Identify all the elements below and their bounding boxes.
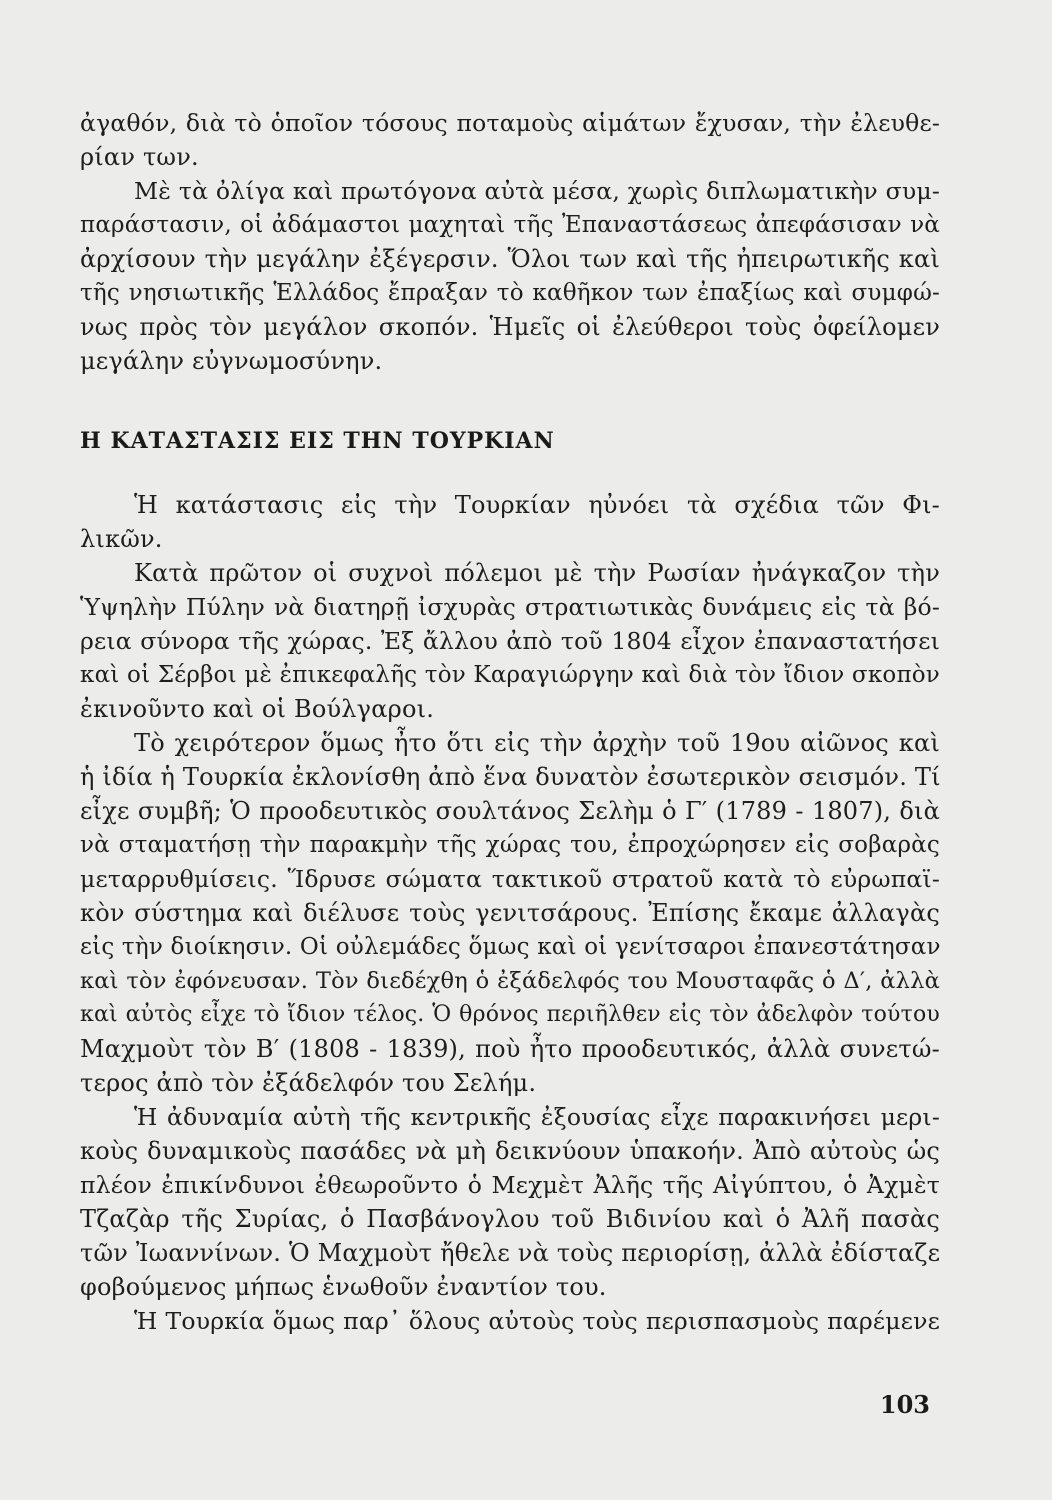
text-line: Τζαζὰρ τῆς Συρίας, ὁ Πασβάνογλου τοῦ Βιδινίου καὶ ὁ Ἀλῆ πασὰς bbox=[80, 1205, 940, 1233]
text-line: πλέον ἐπικίνδυνοι ἐθεωροῦντο ὁ Μεχμὲτ Ἀλῆς τῆς Αἰγύπτου, ὁ Ἀχμὲτ bbox=[80, 1171, 940, 1199]
text-line: Τὸ χειρότερον ὅμως ἦτο ὅτι εἰς τὴν ἀρχὴν τοῦ 19ου αἰῶνος καὶ bbox=[134, 729, 940, 757]
text-line: εἶχε συμβῆ; Ὁ προοδευτικὸς σουλτάνος Σελὴμ ὁ Γ′ (1789 - 1807), διὰ bbox=[80, 797, 940, 825]
text-line: Ὑψηλὴν Πύλην νὰ διατηρῇ ἰσχυρὰς στρατιωτικὰς δυνάμεις εἰς τὰ βό- bbox=[80, 593, 940, 621]
text-line: ἀγαθόν, διὰ τὸ ὁποῖον τόσους ποταμοὺς αἱμάτων ἔχυσαν, τὴν ἐλευθε- bbox=[80, 109, 940, 137]
text-line: κὸν σύστημα καὶ διέλυσε τοὺς γενιτσάρους. Ἐπίσης ἔκαμε ἀλλαγὰς bbox=[80, 899, 940, 927]
text-line: ἀρχίσουν τὴν μεγάλην ἐξέγερσιν. Ὅλοι των καὶ τῆς ἠπειρωτικῆς καὶ bbox=[80, 245, 940, 273]
section-heading: Η ΚΑΤΑΣΤΑΣΙΣ ΕΙΣ ΤΗΝ ΤΟΥΡΚΙΑΝ bbox=[80, 428, 555, 454]
text-line: Μὲ τὰ ὀλίγα καὶ πρωτόγονα αὐτὰ μέσα, χωρὶς διπλωματικὴν συμ- bbox=[134, 177, 940, 205]
text-line: τῶν Ἰωαννίνων. Ὁ Μαχμοὺτ ἤθελε νὰ τοὺς περιορίσῃ, ἀλλὰ ἐδίσταζε bbox=[80, 1239, 941, 1267]
text-line: μεταρρυθμίσεις. Ἵδρυσε σώματα τακτικοῦ στρατοῦ κατὰ τὸ εὐρωπαϊ- bbox=[80, 865, 940, 893]
intro-text bbox=[80, 106, 940, 378]
text-line: ρίαν των. bbox=[80, 143, 199, 171]
text-line: Ἡ κατάστασις εἰς τὴν Τουρκίαν ηὐνόει τὰ σχέδια τῶν Φι- bbox=[134, 491, 940, 519]
text-line: ἡ ἰδία ἡ Τουρκία ἐκλονίσθη ἀπὸ ἕνα δυνατὸν ἐσωτερικὸν σεισμόν. Τί bbox=[80, 763, 941, 791]
text-line: τερος ἀπὸ τὸν ἐξάδελφόν του Σελήμ. bbox=[80, 1069, 537, 1097]
text-line: τῆς νησιωτικῆς Ἑλλάδος ἔπραξαν τὸ καθῆκον των ἐπαξίως καὶ συμφώ- bbox=[80, 280, 940, 306]
text-line: μεγάλην εὐγνωμοσύνην. bbox=[80, 347, 383, 375]
text-line: παράστασιν, οἱ ἀδάμαστοι μαχηταὶ τῆς Ἐπαναστάσεως ἀπεφάσισαν νὰ bbox=[80, 212, 940, 238]
text-line: καὶ αὐτὸς εἶχε τὸ ἴδιον τέλος. Ὁ θρόνος περιῆλθεν εἰς τὸν ἀδελφὸν τούτου bbox=[80, 1002, 940, 1027]
text-line: λικῶν. bbox=[80, 525, 163, 553]
text-line: ρεια σύνορα τῆς χώρας. Ἐξ ἄλλου ἀπὸ τοῦ 1804 εἶχον ἐπαναστατήσει bbox=[80, 627, 940, 655]
text-line: φοβούμενος μήπως ἑνωθοῦν ἐναντίον του. bbox=[80, 1273, 607, 1301]
body-text bbox=[80, 488, 940, 1338]
text-line: Μαχμοὺτ τὸν Β′ (1808 - 1839), ποὺ ἦτο προοδευτικός, ἀλλὰ συνετώ- bbox=[80, 1035, 940, 1063]
text-line: καὶ οἱ Σέρβοι μὲ ἐπικεφαλῆς τὸν Καραγιώργην καὶ διὰ τὸν ἴδιον σκοπὸν bbox=[80, 662, 940, 688]
text-line: νως πρὸς τὸν μεγάλον σκοπόν. Ἡμεῖς οἱ ἐλεύθεροι τοὺς ὀφείλομεν bbox=[80, 313, 940, 341]
text-line: κοὺς δυναμικοὺς πασάδες νὰ μὴ δεικνύουν ὑπακοήν. Ἀπὸ αὐτοὺς ὡς bbox=[80, 1137, 940, 1165]
text-line: νὰ σταματήσῃ τὴν παρακμὴν τῆς χώρας του, ἐπροχώρησεν εἰς σοβαρὰς bbox=[80, 832, 940, 858]
text-line: Ἡ Τουρκία ὅμως παρ᾿ ὅλους αὐτοὺς τοὺς περισπασμοὺς παρέμενε bbox=[134, 1307, 940, 1335]
text-line: Ἡ ἀδυναμία αὐτὴ τῆς κεντρικῆς ἐξουσίας εἶχε παρακινήσει μερι- bbox=[134, 1103, 940, 1131]
text-line: καὶ τὸν ἐφόνευσαν. Τὸν διεδέχθη ὁ ἐξάδελφός του Μουσταφᾶς ὁ Δ′, ἀλλὰ bbox=[80, 968, 940, 994]
text-line: Κατὰ πρῶτον οἱ συχνοὶ πόλεμοι μὲ τὴν Ρωσίαν ἠνάγκαζον τὴν bbox=[134, 559, 940, 587]
text-line: εἰς τὴν διοίκησιν. Οἱ οὐλεμάδες ὅμως καὶ οἱ γενίτσαροι ἐπανεστάτησαν bbox=[80, 934, 941, 960]
text-line: ἐκινοῦντο καὶ οἱ Βούλγαροι. bbox=[80, 695, 435, 723]
page-number: 103 bbox=[879, 1390, 930, 1419]
